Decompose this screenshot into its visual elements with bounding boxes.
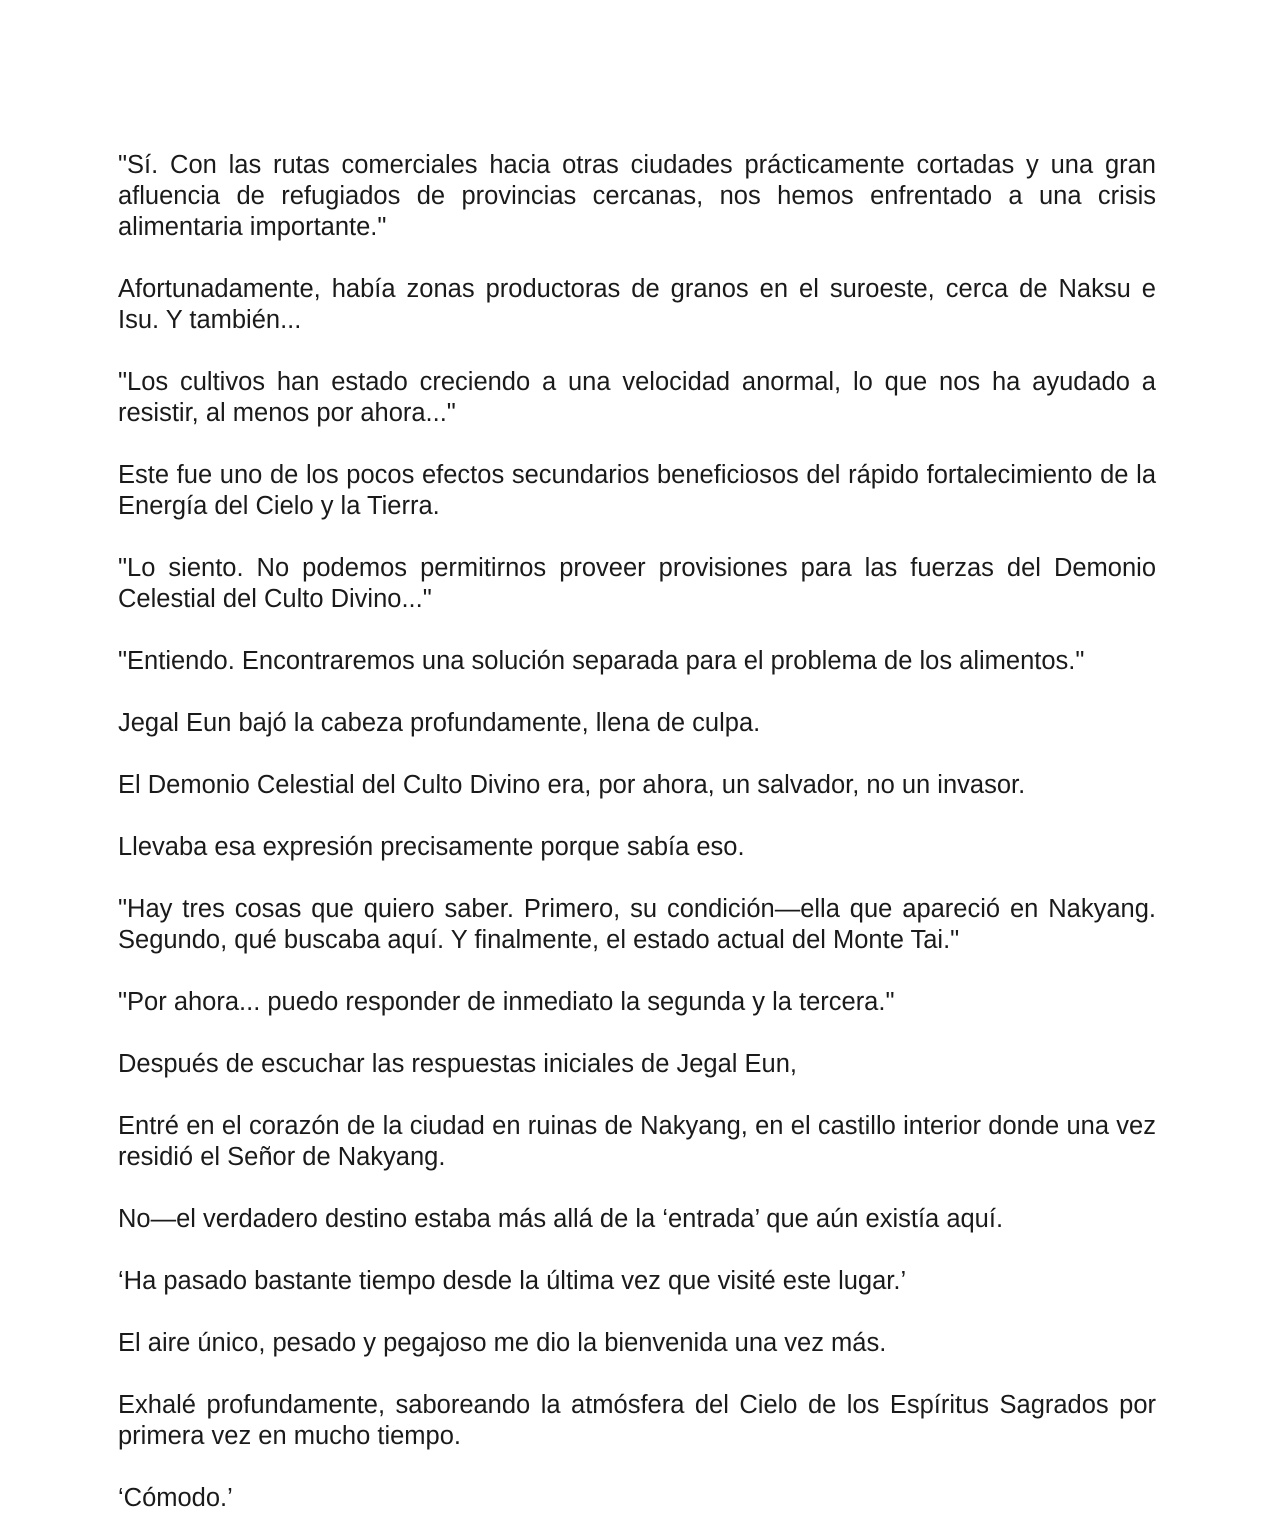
paragraph-8: El Demonio Celestial del Culto Divino era, por ahora, un salvador, no un invasor. (118, 771, 1026, 799)
paragraph-14: No—el verdadero destino estaba más allá de la ‘entrada’ que aún existía aquí. (118, 1205, 1004, 1233)
paragraph-3: "Los cultivos han estado creciendo a una velocidad anormal, lo que nos ha ayudado a resistir, al menos por ahora..." (118, 368, 1156, 427)
paragraph-2: Afortunadamente, había zonas productoras de granos en el suroeste, cerca de Naksu e Isu. Y también... (118, 275, 1156, 334)
paragraph-9: Llevaba esa expresión precisamente porque sabía eso. (118, 833, 745, 861)
paragraph-11: "Por ahora... puedo responder de inmediato la segunda y la tercera." (118, 988, 895, 1016)
paragraph-5: "Lo siento. No podemos permitirnos proveer provisiones para las fuerzas del Demonio Celestial del Culto Divino..." (118, 554, 1156, 613)
paragraph-4: Este fue uno de los pocos efectos secundarios beneficiosos del rápido fortalecimiento de la Energía del Cielo y la Tierra. (118, 461, 1156, 520)
paragraph-17: Exhalé profundamente, saboreando la atmósfera del Cielo de los Espíritus Sagrados por primera vez en mucho tiempo. (118, 1391, 1156, 1450)
paragraph-10: "Hay tres cosas que quiero saber. Primero, su condición—ella que apareció en Nakyang. Segundo, qué buscaba aquí. Y finalmente, el estado actual del Monte Tai." (118, 895, 1156, 954)
paragraph-13: Entré en el corazón de la ciudad en ruinas de Nakyang, en el castillo interior donde una vez residió el Señor de Nakyang. (118, 1112, 1156, 1171)
paragraph-1: "Sí. Con las rutas comerciales hacia otras ciudades prácticamente cortadas y una gran afluencia de refugiados de provincias cercanas, nos hemos enfrentado a una crisis alimentaria importante." (118, 151, 1156, 241)
paragraph-18: ‘Cómodo.’ (118, 1484, 233, 1512)
paragraph-6: "Entiendo. Encontraremos una solución separada para el problema de los alimentos." (118, 647, 1085, 675)
paragraph-12: Después de escuchar las respuestas iniciales de Jegal Eun, (118, 1050, 797, 1078)
paragraph-16: El aire único, pesado y pegajoso me dio la bienvenida una vez más. (118, 1329, 887, 1357)
document-body (118, 150, 1156, 1514)
paragraph-15: ‘Ha pasado bastante tiempo desde la última vez que visité este lugar.’ (118, 1267, 907, 1295)
paragraph-7: Jegal Eun bajó la cabeza profundamente, llena de culpa. (118, 709, 761, 737)
